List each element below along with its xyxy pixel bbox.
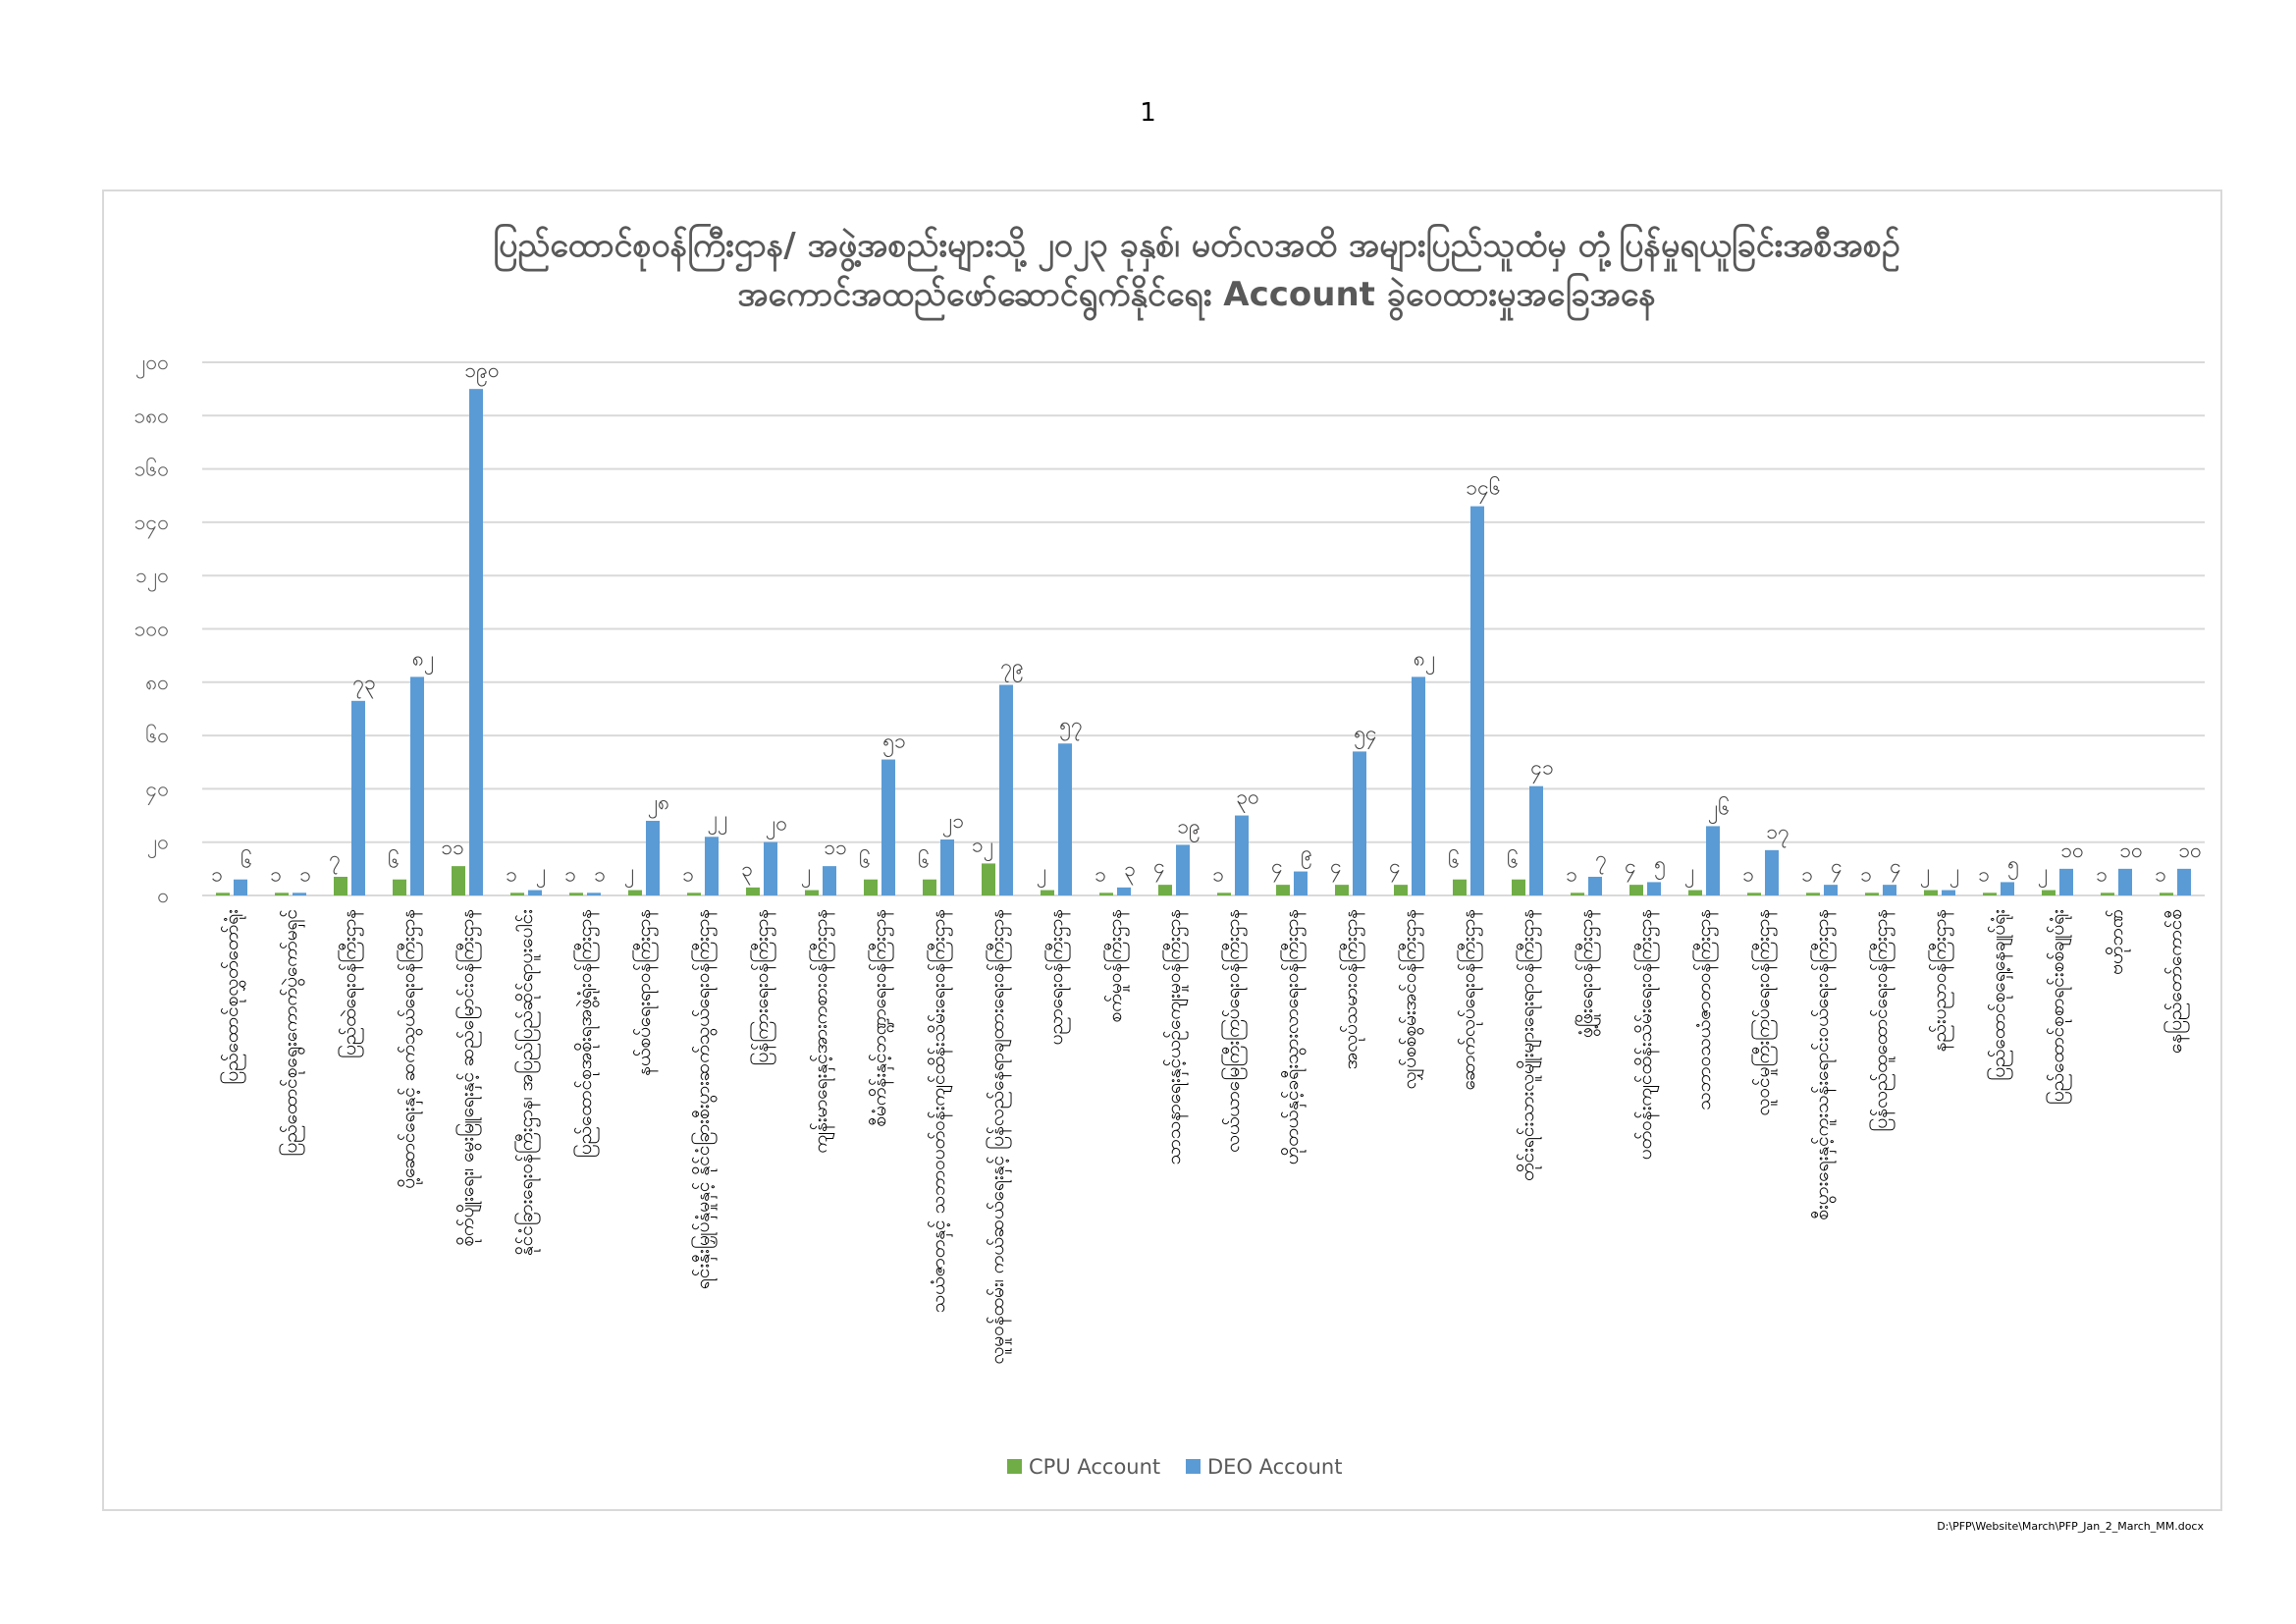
bar-cpu (1571, 893, 1584, 895)
chart-subtitle: အကောင်အထည်ဖော်ဆောင်ရွက်နိုင်ရေး Account ခွဲဝေထားမှုအခြေအနေ (737, 275, 1656, 314)
data-label-cpu: ၁ (211, 862, 223, 887)
data-label-deo: ၈၂ (1413, 646, 1436, 671)
data-label-deo: ၄ (1890, 854, 1901, 879)
data-label-cpu: ၂ (1919, 859, 1931, 884)
bar-cpu (864, 880, 878, 895)
y-tick-label: ၁၀၀ (133, 617, 169, 641)
data-label-deo: ၅၇ (1059, 713, 1083, 737)
data-label-deo: ၄ (1831, 854, 1842, 879)
bar-deo (1824, 885, 1838, 895)
data-label-deo: ၆ (240, 848, 252, 873)
data-label-deo: ၂ (535, 859, 547, 884)
data-label-deo: ၂၂ (707, 806, 728, 831)
bar-cpu (923, 880, 936, 895)
bar-deo (1765, 850, 1779, 895)
legend-label-cpu: CPU Account (1029, 1455, 1161, 1479)
y-tick-label: ၁၆၀ (133, 457, 169, 481)
bar-deo (410, 677, 424, 895)
category-label: ပြည်ထောင်စုလွှတ်တော်ရုံး (221, 909, 242, 1085)
category-label: ပြည်ထောင်စုရှေ့နေချုပ်ရုံး (1988, 909, 2009, 1081)
data-label-cpu: ၄ (1389, 854, 1401, 879)
bar-deo (1470, 507, 1484, 895)
bar-deo (1412, 677, 1425, 895)
y-tick-label: ၁၄၀ (133, 510, 169, 534)
data-label-cpu: ၄ (1330, 854, 1342, 879)
data-label-deo: ၁၄၆ (1466, 475, 1501, 500)
data-label-cpu: ၄ (1153, 854, 1165, 879)
gridlines (202, 362, 2205, 895)
data-label-cpu: ၁ (1801, 862, 1813, 887)
bar-deo (469, 389, 483, 895)
data-label-cpu: ၆ (1507, 848, 1519, 873)
category-label: နည်းပညာဝန်ကြီးဌာန (1929, 909, 1950, 1053)
data-label-deo: ၁ (299, 862, 311, 887)
data-label-cpu: ၁ (2096, 862, 2108, 887)
data-label-cpu: ၁ (682, 862, 694, 887)
bar-cpu (569, 893, 583, 895)
y-tick-label: ၂၀၀ (135, 351, 169, 374)
data-label-deo: ၇၉ (1000, 654, 1024, 678)
bar-cpu (1747, 893, 1761, 895)
data-label-deo: ၂ (1949, 859, 1960, 884)
category-labels (219, 909, 2190, 1365)
bar-cpu (1865, 893, 1879, 895)
data-labels (211, 358, 2202, 888)
bar-deo (1647, 882, 1661, 895)
category-label: ပြန်ကြားရေးဝန်ကြီးဌာန (751, 909, 773, 1066)
data-label-deo: ၅ (1654, 851, 1666, 876)
category-label: ရင်းနှီးမြှုပ်နှံမှုနှင့် နိုင်ငံခြားစီးပွားဆက်သွယ်ရေးဝန်ကြီးဌာန (692, 909, 714, 1290)
data-label-deo: ၁၀ (2119, 838, 2143, 862)
bar-cpu (2042, 891, 2056, 895)
legend-label-deo: DEO Account (1207, 1455, 1343, 1479)
category-label: ဗဟိုဘဏ် (2106, 909, 2127, 975)
bar-cpu (2160, 893, 2173, 895)
category-label: သယံဇာတနှင့် သဘာဝပတ်ဝန်းကျင်ထိန်းသိမ်းရေးဝန်ကြီးဌာန (928, 909, 949, 1314)
legend-swatch-deo (1186, 1459, 1201, 1474)
bar-cpu (393, 880, 406, 895)
bar-deo (2001, 882, 2014, 895)
category-label: ဖွံ့ဖြိုးရေးဝန်ကြီးဌာန (1575, 909, 1597, 1039)
chart-area (102, 189, 2222, 1511)
bar-deo (1176, 844, 1190, 895)
y-tick-label: ၆၀ (145, 724, 169, 748)
data-label-cpu: ၆ (918, 848, 930, 873)
category-label: နယ်စပ်ရေးရာဝန်ကြီးဌာန (633, 909, 655, 1076)
data-label-cpu: ၃ (741, 856, 753, 881)
data-label-cpu: ၁ (1742, 862, 1754, 887)
bar-deo (2177, 869, 2191, 895)
bar-cpu (805, 891, 819, 895)
data-label-cpu: ၂ (1036, 859, 1047, 884)
bar-deo (823, 866, 836, 895)
data-label-cpu: ၁ (506, 862, 517, 887)
footer-file-path: D:\PFP\Website\March\PFP_Jan_2_March_MM.docx (1937, 1520, 2204, 1533)
bar-cpu (1688, 891, 1702, 895)
bar-cpu (687, 893, 701, 895)
bar-cpu (1335, 885, 1349, 895)
bar-cpu (1924, 891, 1938, 895)
bar-deo (1942, 891, 1955, 895)
legend (1007, 1455, 1342, 1479)
bar-deo (705, 837, 719, 895)
y-tick-label: ၈၀ (145, 670, 169, 694)
category-label: လယ်ယာမြေကြီးကြပ်ရေးဝန်ကြီးဌာန (1222, 909, 1244, 1153)
category-label: ပြန်လည်ထူထောင်ရေးဝန်ကြီးဌာန (1870, 909, 1892, 1132)
bar-deo (234, 880, 247, 895)
category-label: နေပြည်တော်ကောင်စီ (2164, 909, 2186, 1055)
y-axis-ticks (133, 351, 169, 907)
category-label: နိုင်ငံခြားရေးဝန်ကြီးဌာန၊ အပြည်ပြည်ဆိုင်ရာပူးပေါင်း (515, 909, 537, 1257)
data-label-cpu: ၁ (1566, 862, 1577, 887)
data-label-cpu: ၄ (1271, 854, 1283, 879)
bar-cpu (1099, 893, 1113, 895)
data-label-cpu: ၁၁ (441, 836, 464, 860)
category-label: စီးပွားရေးနှင့်ကူးသန်းရောင်းဝယ်ရေးဝန်ကြီးဌာန (1811, 909, 1833, 1220)
category-label: ပညာရေးဝန်ကြီးဌာန (1045, 909, 1067, 1046)
bar-deo (881, 760, 895, 895)
chart-title: ပြည်ထောင်စုဝန်ကြီးဌာန/ အဖွဲ့အစည်းများသို့ ၂၀၂၃ ခုနှစ်၊ မတ်လအထိ အများပြည်သူထံမှ တုံ့ပြန်မှုရယူခြင်းအစီအစဉ် (493, 226, 1900, 265)
bar-cpu (1983, 893, 1997, 895)
data-label-deo: ၂၈ (647, 789, 670, 814)
category-label: စိုက်ပျိုးရေး၊ မွေးမြူရေးနှင့် ဆည်မြောင်းဝန်ကြီးဌာန (456, 909, 478, 1247)
bar-deo (2118, 869, 2132, 895)
bar-deo (1706, 826, 1720, 895)
bar-cpu (1394, 885, 1408, 895)
data-label-deo: ၇၃ (352, 670, 376, 694)
data-label-cpu: ၄ (1625, 854, 1636, 879)
category-label: စီမံကိန်းနှင့်ဘဏ္ဍာရေးဝန်ကြီးဌာန (869, 909, 890, 1127)
bar-cpu (1453, 880, 1467, 895)
data-label-cpu: ၆ (388, 848, 400, 873)
category-label: လူမှုဝန်ထမ်း၊ ကယ်ဆယ်ရေးနှင့် ပြန်လည်နေရာချထားရေးဝန်ကြီးဌာန (987, 909, 1008, 1365)
bar-cpu (510, 893, 524, 895)
category-label: ဟိုတယ်နှင့်ခရီးသွားလာရေးဝန်ကြီးဌာန (1281, 909, 1303, 1165)
category-label: လူဝင်မှုကြီးကြပ်ရေးဝန်ကြီးဌာန (1752, 909, 1774, 1116)
data-label-cpu: ၆ (1448, 848, 1460, 873)
category-label: စက်မှုဝန်ကြီးဌာန (1104, 909, 1126, 1023)
bar-cpu (746, 888, 760, 895)
category-label: ပြည်ထောင်စုစာရင်းစစ်ချုပ်ရုံး (2047, 909, 2068, 1106)
bar-deo (1294, 872, 1308, 895)
data-label-cpu: ၂ (2037, 859, 2049, 884)
category-label: ပတ်ဝန်းကျင်ထိန်းသိမ်းရေးဝန်ကြီးဌာန (1634, 909, 1656, 1161)
chart-canvas (104, 191, 2220, 1509)
data-label-cpu: ၁ (1978, 862, 1990, 887)
bar-cpu (1629, 885, 1643, 895)
bar-deo (646, 821, 660, 895)
category-label: ပို့ဆောင်ရေးနှင့် ဆက်သွယ်ရေးဝန်ကြီးဌာန (398, 909, 419, 1189)
bar-deo (940, 839, 954, 895)
legend-swatch-cpu (1007, 1459, 1022, 1474)
bar-deo (2059, 869, 2073, 895)
y-tick-label: ၄၀ (145, 777, 169, 801)
bar-cpu (1806, 893, 1820, 895)
bar-cpu (2101, 893, 2114, 895)
data-label-deo: ၅၁ (882, 729, 906, 753)
bar-cpu (452, 866, 465, 895)
data-label-deo: ၂၆ (1707, 795, 1731, 820)
data-label-deo: ၁၇ (1766, 819, 1789, 843)
y-tick-label: ၁၂၀ (135, 564, 169, 588)
bar-deo (764, 842, 777, 895)
bar-cpu (1041, 891, 1054, 895)
bar-cpu (1276, 885, 1290, 895)
data-label-deo: ၄၁ (1530, 755, 1554, 780)
data-label-deo: ၁၉၀ (464, 358, 500, 383)
category-label: ပြည်ထောင်စုရွေးကောက်ပွဲကော်မရှင် (280, 909, 301, 1157)
bar-cpu (334, 877, 347, 895)
category-label: ဆောက်လုပ်ရေးဝန်ကြီးဌာန (1458, 909, 1479, 1091)
bar-deo (351, 701, 365, 895)
bar-deo (1353, 751, 1366, 895)
data-label-deo: ၃၀ (1236, 785, 1259, 809)
bar-cpu (982, 863, 995, 895)
category-label: သဘာဝသယံဇာတဝန်ကြီးဌာန (1693, 909, 1715, 1110)
data-label-cpu: ၁ (1095, 862, 1106, 887)
bar-cpu (628, 891, 642, 895)
category-label: ပြည်ထောင်စုအစိုးရအဖွဲ့ရုံးဝန်ကြီးဌာန (574, 909, 596, 1159)
data-label-cpu: ၁ (270, 862, 282, 887)
data-label-deo: ၈၂ (411, 646, 435, 671)
data-label-deo: ၃ (1124, 856, 1136, 881)
data-label-cpu: ၂ (1683, 859, 1695, 884)
y-tick-label: ၁၈၀ (133, 404, 169, 428)
data-label-deo: ၉ (1301, 840, 1312, 865)
y-tick-label: ၂၀ (146, 830, 169, 854)
data-label-cpu: ၁၂ (971, 833, 994, 857)
category-label: အလုပ်သမားဝန်ကြီးဌာန (1340, 909, 1362, 1070)
bar-deo (1883, 885, 1896, 895)
data-label-deo: ၂၀ (765, 811, 788, 836)
data-label-deo: ၁၁ (824, 836, 847, 860)
data-label-cpu: ၁ (1212, 862, 1224, 887)
category-label: သာသနာရေးနှင့်ယဉ်ကျေးမှုဝန်ကြီးဌာန (1163, 909, 1185, 1165)
bar-deo (587, 893, 601, 895)
data-label-cpu: ၂ (800, 859, 812, 884)
bar-cpu (275, 893, 289, 895)
data-label-deo: ၁၉ (1177, 814, 1201, 839)
data-label-cpu: ၇ (329, 845, 341, 870)
page-number: 1 (1140, 98, 1156, 128)
bar-deo (1235, 816, 1249, 895)
bars (216, 389, 2191, 895)
category-label: ပြည်ထဲရေးဝန်ကြီးဌာန (339, 909, 360, 1059)
data-label-cpu: ၁ (564, 862, 576, 887)
data-label-cpu: ၁ (2155, 862, 2166, 887)
data-label-deo: ၇ (1595, 845, 1607, 870)
bar-cpu (1158, 885, 1172, 895)
bar-deo (293, 893, 306, 895)
category-label: လျှပ်စစ်စွမ်းအင်ဝန်ကြီးဌာန (1399, 909, 1420, 1090)
data-label-deo: ၅ (2007, 851, 2019, 876)
category-label: တိုင်းရင်းသားလူမျိုးများရေးရာဝန်ကြီးဌာန (1517, 909, 1538, 1181)
bar-cpu (216, 893, 230, 895)
data-label-cpu: ၆ (859, 848, 871, 873)
data-label-deo: ၂၁ (941, 808, 965, 833)
category-label: ကျန်းမာရေးနှင့်အားကစားဝန်ကြီးဌာန (810, 909, 831, 1154)
data-label-deo: ၁၀ (2060, 838, 2084, 862)
bar-deo (1117, 888, 1131, 895)
data-label-cpu: ၁ (1860, 862, 1872, 887)
y-tick-label: ၀ (157, 884, 169, 907)
bar-deo (1529, 786, 1543, 895)
bar-cpu (1217, 893, 1231, 895)
bar-deo (528, 891, 542, 895)
bar-deo (1588, 877, 1602, 895)
bar-deo (1058, 743, 1072, 895)
bar-cpu (1512, 880, 1525, 895)
data-label-deo: ၅၄ (1354, 721, 1377, 745)
data-label-cpu: ၂ (623, 859, 635, 884)
data-label-deo: ၁ (594, 862, 606, 887)
data-label-deo: ၁၀ (2178, 838, 2202, 862)
bar-deo (999, 685, 1013, 895)
